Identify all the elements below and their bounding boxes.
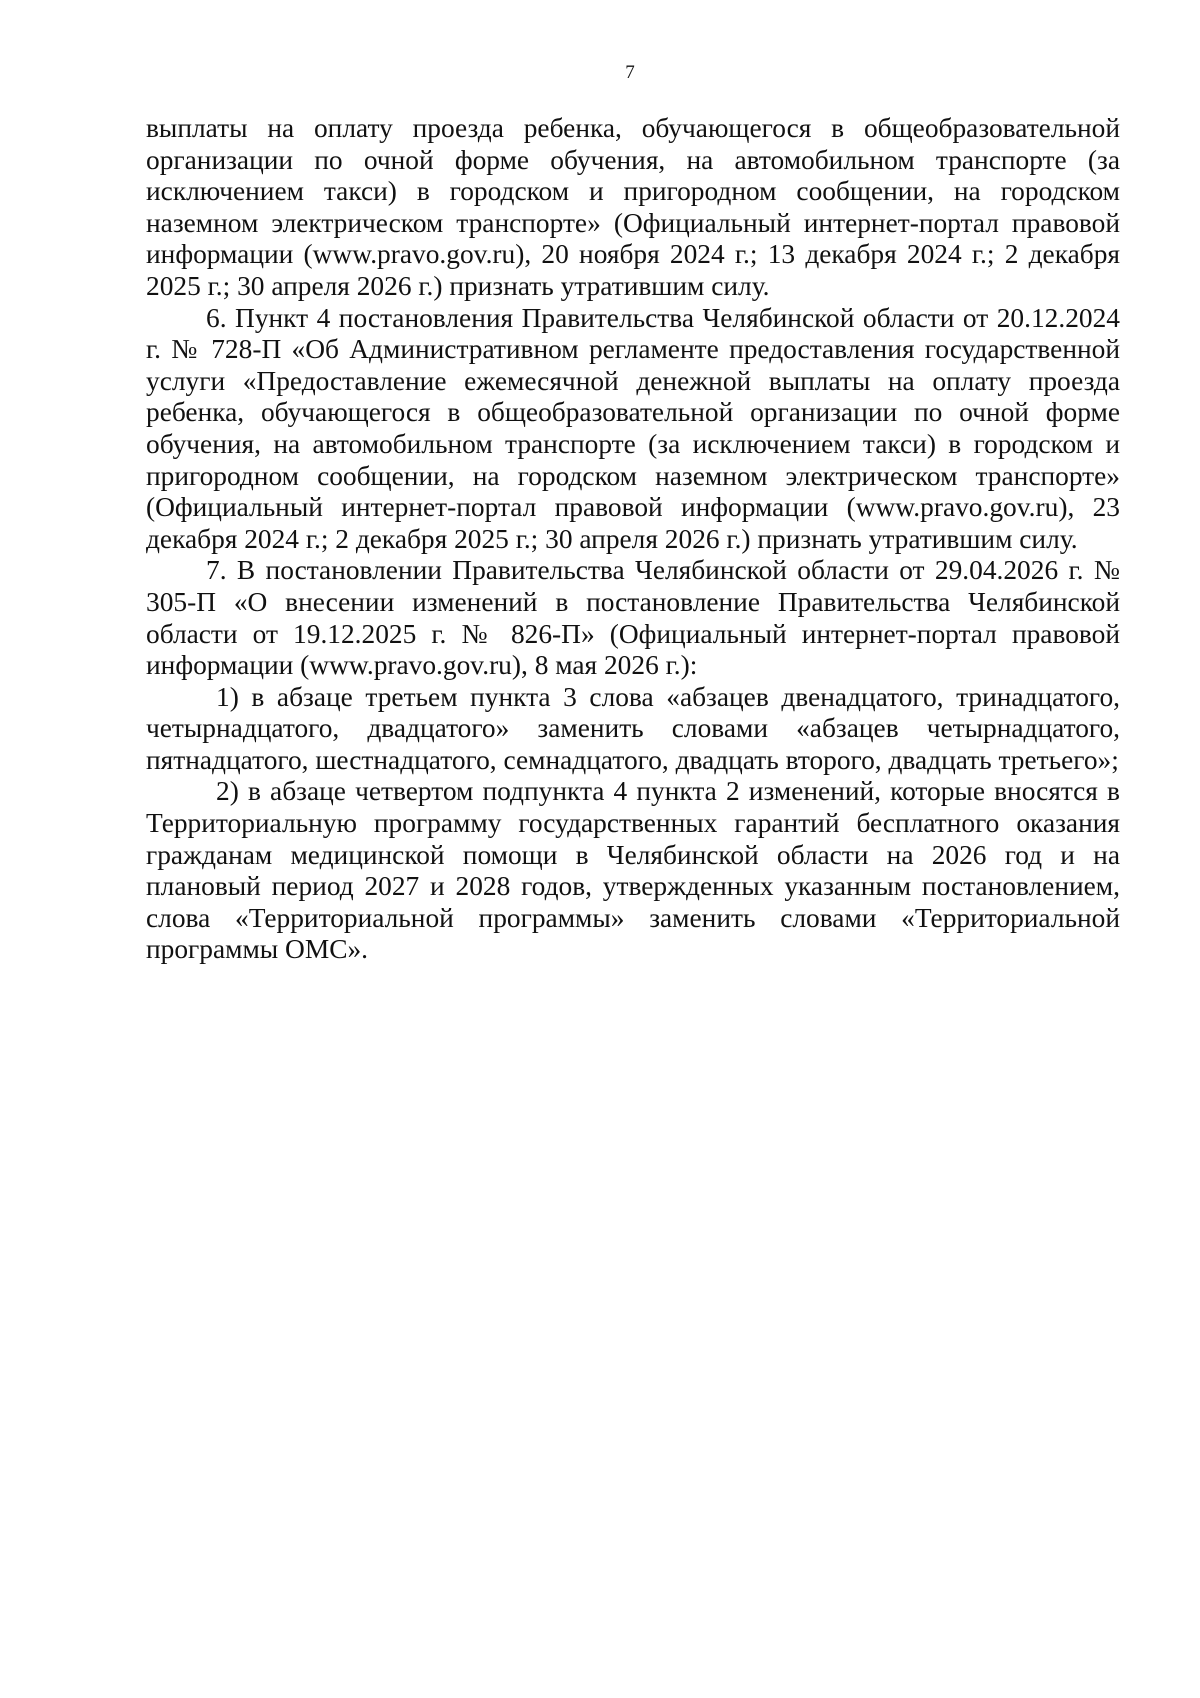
paragraph-subitem-1: 1) в абзаце третьем пункта 3 слова «абзацев двенадцатого, тринадцатого, четырнадцатого, двадцатого» заменить словами «абзацев четырнадцатого, пятнадцатого, шестнадцатого, семнадцатого, двадцать второго, двадцать третьего»;	[146, 681, 1120, 775]
paragraph-item-7: 7. В постановлении Правительства Челябинской области от 29.04.2026 г. № 305-П «О внесении изменений в постановление Правительства Челябинской области от 19.12.2025 г. № 826-П» (Официальный интернет-портал правовой информации (www.pravo.gov.ru), 8 мая 2026 г.):	[146, 555, 1120, 681]
paragraph-subitem-2: 2) в абзаце четвертом подпункта 4 пункта 2 изменений, которые вносятся в Территориальную программу государственных гарантий бесплатного оказания гражданам медицинской помощи в Челябинской области на 2026 год и на плановый период 2027 и 2028 годов, утвержденных указанным постановлением, слова «Территориальной программы» заменить словами «Территориальной программы ОМС».	[146, 776, 1120, 965]
paragraph-item-6: 6. Пункт 4 постановления Правительства Челябинской области от 20.12.2024 г. № 728-П «Об Административном регламенте предоставления государственной услуги «Предоставление ежемесячной денежной выплаты на оплату проезда ребенка, обучающегося в общеобразовательной организации по очной форме обучения, на автомобильном транспорте (за исключением такси) в городском и пригородном сообщении, на городском наземном электрическом транспорте» (Официальный интернет-портал правовой информации (www.pravo.gov.ru), 23 декабря 2024 г.; 2 декабря 2025 г.; 30 апреля 2026 г.) признать утратившим силу.	[146, 302, 1120, 554]
page-number: 7	[625, 62, 635, 83]
paragraph-continuation: выплаты на оплату проезда ребенка, обучающегося в общеобразовательной организации по очной форме обучения, на автомобильном транспорте (за исключением такси) в городском и пригородном сообщении, на городском наземном электрическом транспорте» (Официальный интернет-портал правовой информации (www.pravo.gov.ru), 20 ноября 2024 г.; 13 декабря 2024 г.; 2 декабря 2025 г.; 30 апреля 2026 г.) признать утратившим силу.	[146, 113, 1120, 301]
document-body	[146, 113, 1120, 966]
